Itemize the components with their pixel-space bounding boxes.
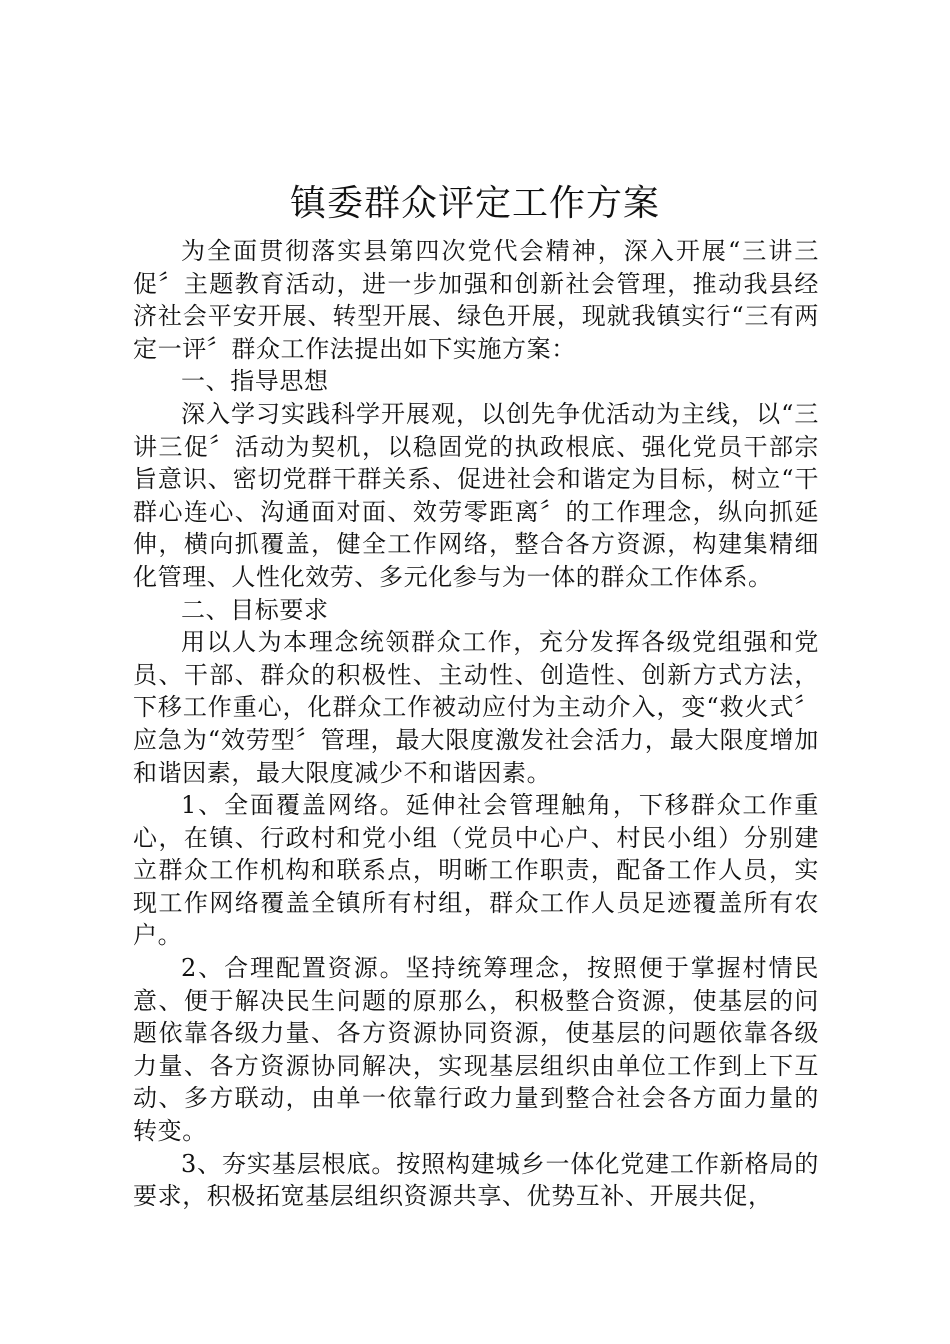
document-title: 镇委群众评定工作方案 [289,183,660,224]
section-heading-guiding-ideology: 一、指导思想 [181,367,329,396]
goals-paragraph: 用以人为本理念统领群众工作，充分发挥各级党组强和党员、干部、群众的积极性、主动性、创造性、创新方式方法，下移工作重心，化群众工作被动应付为主动介入，变“救火式〞应急为“效劳型〞管理，最大限度激发社会活力，最大限度增加和谐因素，最大限度减少不和谐因素。 [133,628,819,787]
intro-paragraph: 为全面贯彻落实县第四次党代会精神，深入开展“三讲三促〞主题教育活动，进一步加强和创新社会管理，推动我县经济社会平安开展、转型开展、绿色开展，现就我镇实行“三有两定一评〞群众工作法提出如下实施方案： [133,237,819,363]
item-2-paragraph: 2、合理配置资源。坚持统筹理念，按照便于掌握村情民意、便于解决民生问题的原那么，积极整合资源，使基层的问题依靠各级力量、各方资源协同资源，使基层的问题依靠各级力量、各方资源协同解决，实现基层组织由单位工作到上下互动、多方联动，由单一依靠行政力量到整合社会各方面力量的转变。 [133,954,819,1146]
document-body [133,235,819,1213]
item-3-paragraph: 3、夯实基层根底。按照构建城乡一体化党建工作新格局的要求，积极拓宽基层组织资源共享、优势互补、开展共促， [133,1149,819,1211]
guiding-ideology-paragraph: 深入学习实践科学开展观，以创先争优活动为主线，以“三讲三促〞活动为契机，以稳固党的执政根底、强化党员干部宗旨意识、密切党群干群关系、促进社会和谐定为目标，树立“干群心连心、沟通面对面、效劳零距离〞的工作理念，纵向抓延伸，横向抓覆盖，健全工作网络，整合各方资源，构建集精细化管理、人性化效劳、多元化参与为一体的群众工作体系。 [133,399,819,591]
item-1-paragraph: 1、全面覆盖网络。延伸社会管理触角，下移群众工作重心，在镇、行政村和党小组（党员中心户、村民小组）分别建立群众工作机构和联系点，明晰工作职责，配备工作人员，实现工作网络覆盖全镇所有村组，群众工作人员足迹覆盖所有农户。 [133,791,819,950]
section-heading-goals: 二、目标要求 [181,595,329,624]
